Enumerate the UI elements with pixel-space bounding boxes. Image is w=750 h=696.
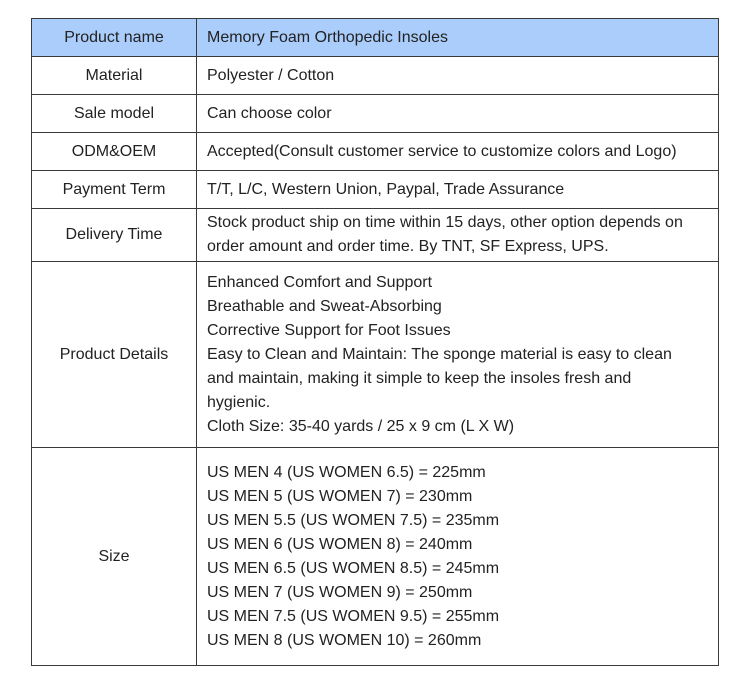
value-line: Corrective Support for Foot Issues	[207, 321, 451, 339]
value-line: Memory Foam Orthopedic Insoles	[207, 28, 448, 46]
label-material: Material	[32, 57, 197, 95]
value-line: US MEN 8 (US WOMEN 10) = 260mm	[207, 631, 482, 649]
spec-table	[31, 18, 719, 666]
row-sale-model	[32, 95, 719, 133]
row-material	[32, 57, 719, 95]
value-line: US MEN 5.5 (US WOMEN 7.5) = 235mm	[207, 511, 500, 529]
value-product-name	[197, 19, 719, 57]
value-line: order amount and order time. By TNT, SF Express, UPS.	[207, 238, 609, 255]
value-line: and maintain, making it simple to keep the insoles fresh and	[207, 369, 632, 387]
label-size: Size	[32, 448, 197, 666]
value-sale-model	[197, 95, 719, 133]
row-odm-oem	[32, 133, 719, 171]
label-sale-model: Sale model	[32, 95, 197, 133]
value-line: US MEN 6 (US WOMEN 8) = 240mm	[207, 535, 473, 553]
value-line: T/T, L/C, Western Union, Paypal, Trade Assurance	[207, 180, 565, 198]
value-line: Easy to Clean and Maintain: The sponge material is easy to clean	[207, 345, 672, 363]
value-size	[197, 448, 719, 666]
value-line: Polyester / Cotton	[207, 66, 335, 84]
row-payment-term	[32, 171, 719, 209]
value-line: US MEN 7.5 (US WOMEN 9.5) = 255mm	[207, 607, 500, 625]
value-line: Can choose color	[207, 104, 332, 122]
label-odm-oem: ODM&OEM	[32, 133, 197, 171]
row-delivery-time	[32, 209, 719, 262]
value-line: Stock product ship on time within 15 days, other option depends on	[207, 214, 683, 231]
value-line: hygienic.	[207, 393, 271, 411]
label-product-details: Product Details	[32, 262, 197, 448]
label-delivery-time: Delivery Time	[32, 209, 197, 262]
row-product-name	[32, 19, 719, 57]
value-line: US MEN 6.5 (US WOMEN 8.5) = 245mm	[207, 559, 500, 577]
value-line: Breathable and Sweat-Absorbing	[207, 297, 442, 315]
row-size	[32, 448, 719, 666]
value-odm-oem	[197, 133, 719, 171]
value-line: US MEN 4 (US WOMEN 6.5) = 225mm	[207, 463, 486, 481]
label-payment-term: Payment Term	[32, 171, 197, 209]
value-line: Accepted(Consult customer service to customize colors and Logo)	[207, 142, 677, 160]
value-payment-term	[197, 171, 719, 209]
value-material	[197, 57, 719, 95]
value-delivery-time	[197, 209, 719, 262]
value-line: Cloth Size: 35-40 yards / 25 x 9 cm (L X W)	[207, 417, 515, 435]
value-line: Enhanced Comfort and Support	[207, 273, 433, 291]
label-product-name: Product name	[32, 19, 197, 57]
row-product-details	[32, 262, 719, 448]
value-line: US MEN 7 (US WOMEN 9) = 250mm	[207, 583, 473, 601]
value-line: US MEN 5 (US WOMEN 7) = 230mm	[207, 487, 473, 505]
value-product-details	[197, 262, 719, 448]
